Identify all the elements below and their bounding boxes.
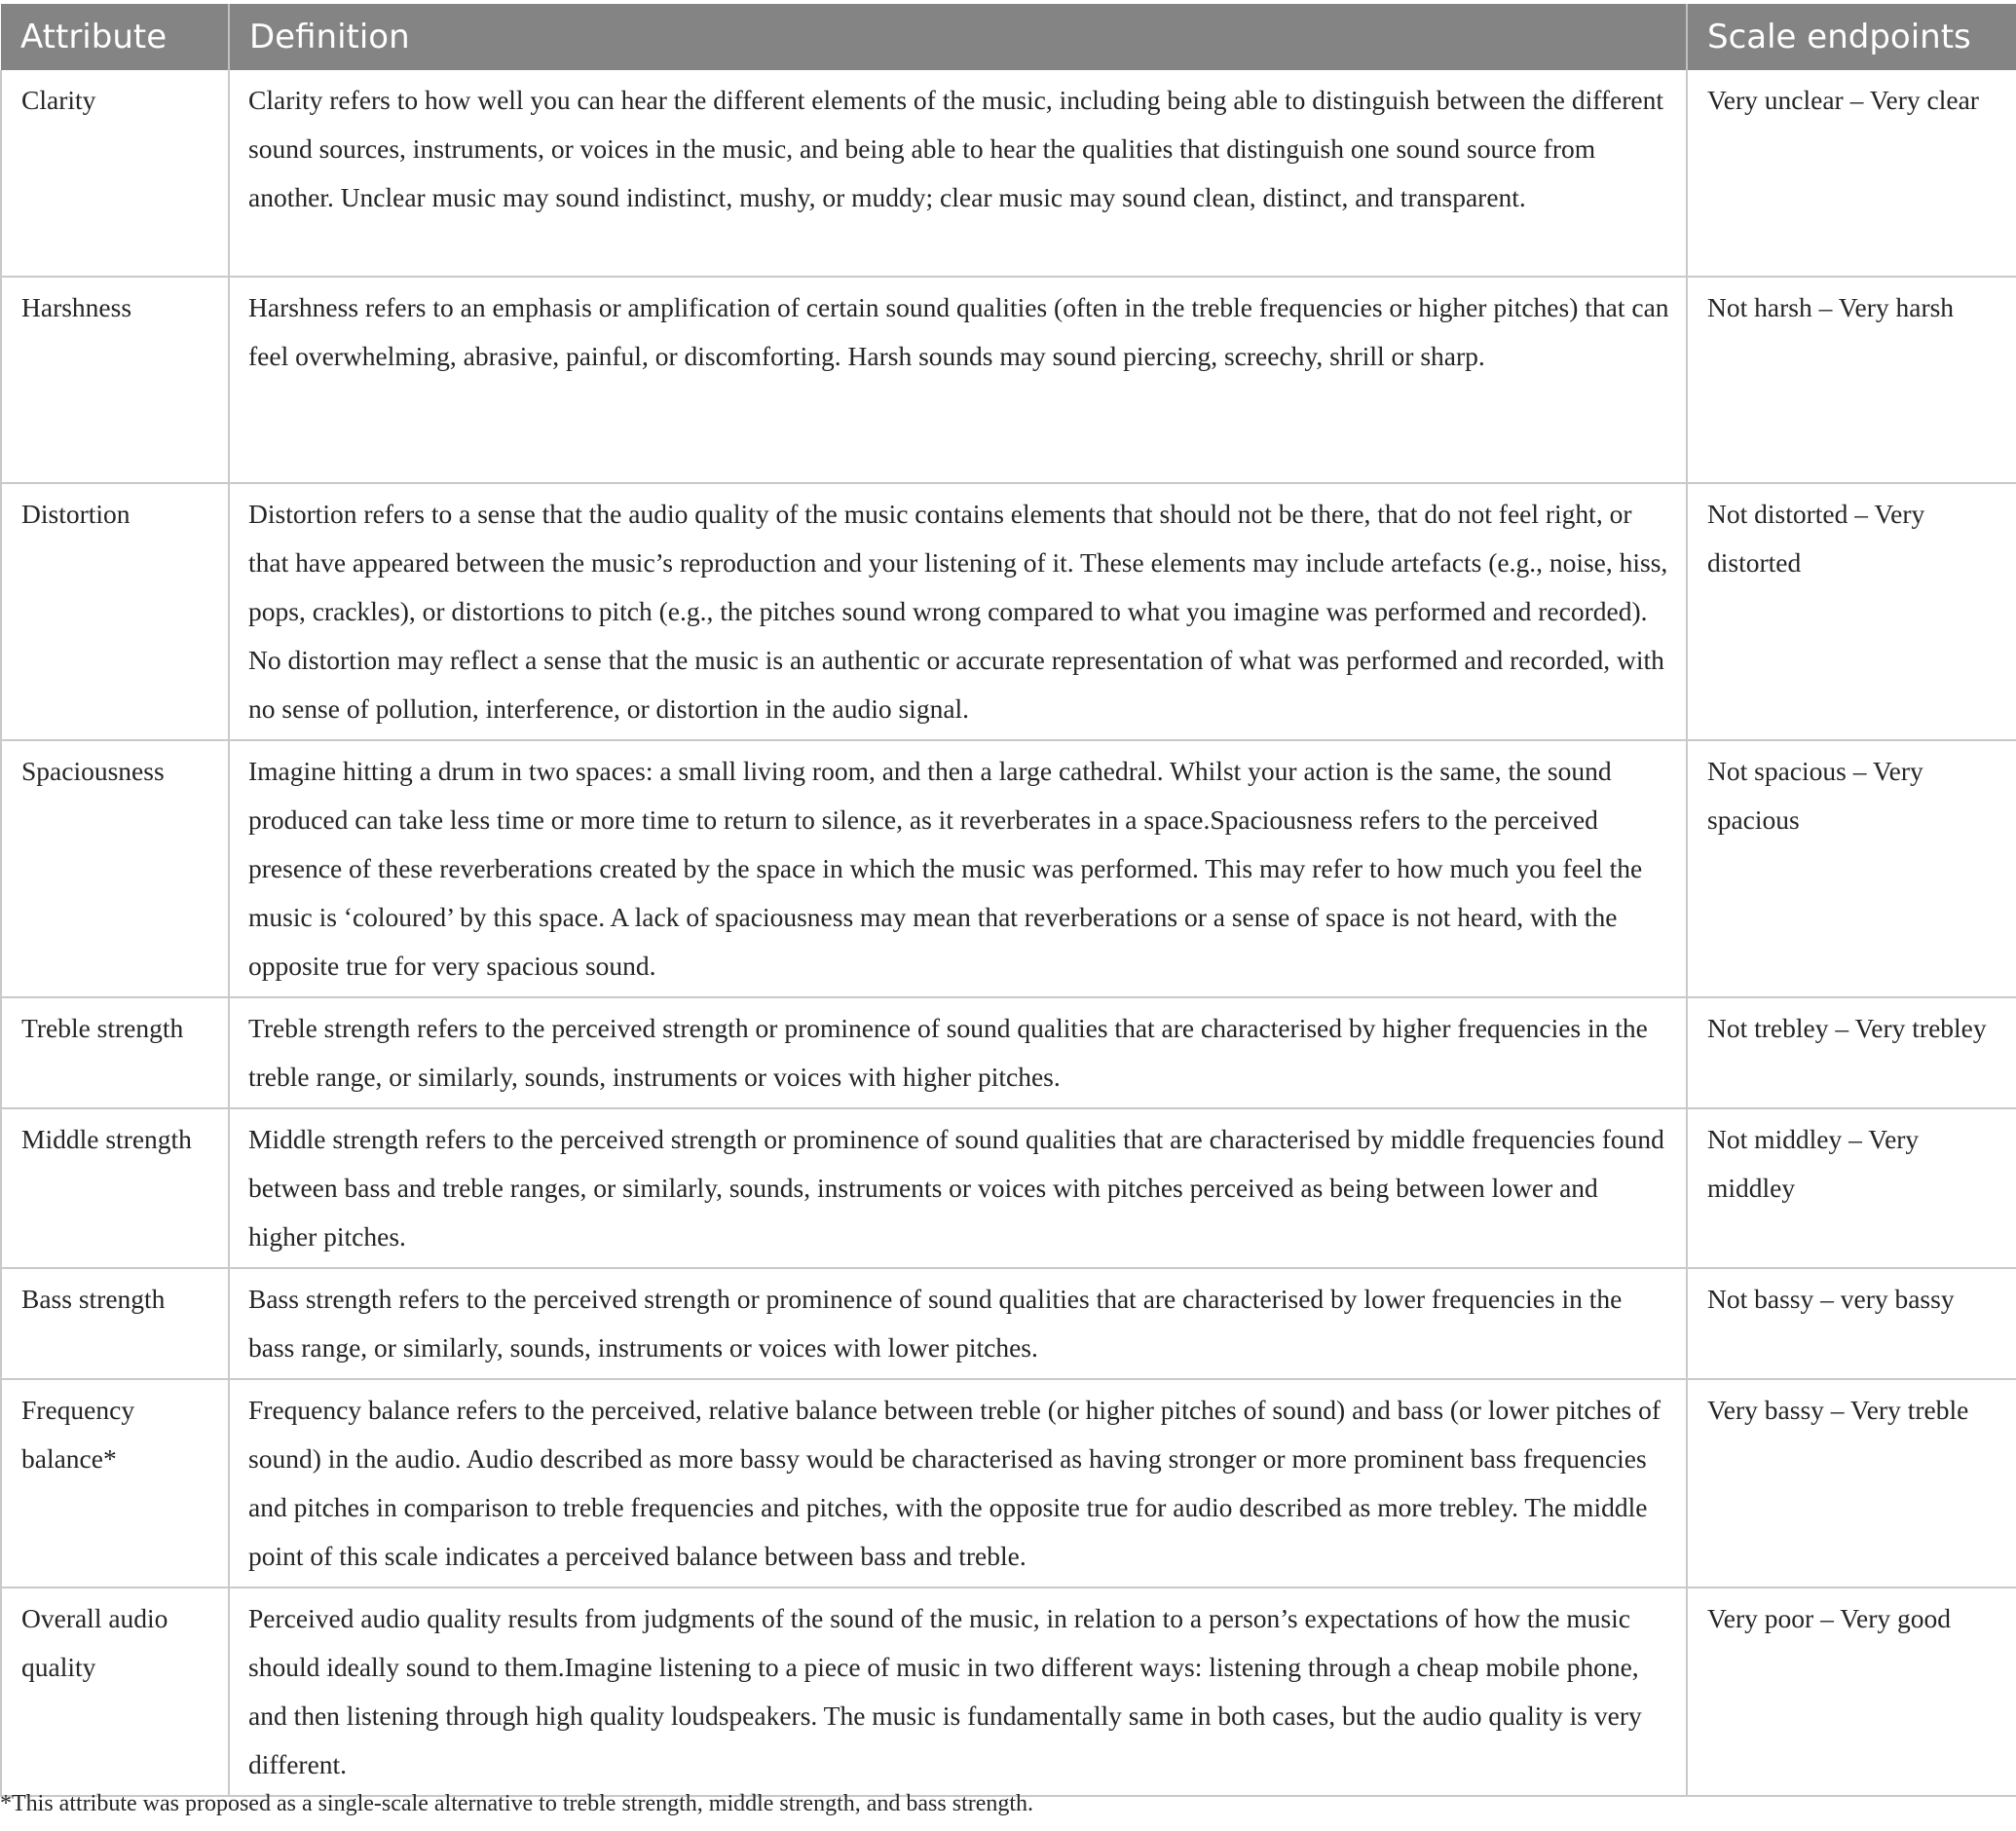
attribute-cell: Spaciousness [1,740,229,997]
attribute-cell: Harshness [1,277,229,483]
table-row [1,483,2016,740]
scale-cell: Not bassy – very bassy [1687,1268,2016,1379]
attribute-cell: Bass strength [1,1268,229,1379]
attribute-cell: Distortion [1,483,229,740]
table-row [1,70,2016,277]
attribute-table-container [0,4,2016,1797]
scale-cell: Not spacious – Very spacious [1687,740,2016,997]
definition-cell: Frequency balance refers to the perceived, relative balance between treble (or higher pitches of sound) and bass (or lower pitches of sound) in the audio. Audio described as more bassy would be characterised as having stronger or more prominent bass frequencies and pitches in comparison to treble frequencies and pitches, with the opposite true for audio described as more trebley. The middle point of this scale indicates a perceived balance between bass and treble. [229,1379,1687,1588]
definition-cell: Perceived audio quality results from judgments of the sound of the music, in relation to a person’s expectations of how the music should ideally sound to them.Imagine listening to a piece of music in two different ways: listening through a cheap mobile phone, and then listening through high quality loudspeakers. The music is fundamentally same in both cases, but the audio quality is very different. [229,1588,1687,1796]
scale-cell: Not trebley – Very trebley [1687,997,2016,1108]
header-definition: Definition [229,4,1687,70]
scale-cell: Very bassy – Very treble [1687,1379,2016,1588]
definition-cell: Bass strength refers to the perceived strength or prominence of sound qualities that are characterised by lower frequencies in the bass range, or similarly, sounds, instruments or voices with lower pitches. [229,1268,1687,1379]
definition-cell: Clarity refers to how well you can hear the different elements of the music, including being able to distinguish between the different sound sources, instruments, or voices in the music, and being able to hear the qualities that distinguish one sound source from another. Unclear music may sound indistinct, mushy, or muddy; clear music may sound clean, distinct, and transparent. [229,70,1687,277]
header-scale-endpoints: Scale endpoints [1687,4,2016,70]
table-row [1,1268,2016,1379]
scale-cell: Not distorted – Very distorted [1687,483,2016,740]
scale-cell: Not harsh – Very harsh [1687,277,2016,483]
scale-cell: Very unclear – Very clear [1687,70,2016,277]
attribute-cell: Frequency balance* [1,1379,229,1588]
attribute-cell: Overall audio quality [1,1588,229,1796]
table-row [1,740,2016,997]
attribute-definitions-table [0,4,2016,1797]
attribute-cell: Clarity [1,70,229,277]
attribute-cell: Middle strength [1,1108,229,1268]
definition-cell: Treble strength refers to the perceived strength or prominence of sound qualities that are characterised by higher frequencies in the treble range, or similarly, sounds, instruments or voices with higher pitches. [229,997,1687,1108]
table-row [1,1379,2016,1588]
definition-cell: Harshness refers to an emphasis or amplification of certain sound qualities (often in the treble frequencies or higher pitches) that can feel overwhelming, abrasive, painful, or discomforting. Harsh sounds may sound piercing, screechy, shrill or sharp. [229,277,1687,483]
attribute-cell: Treble strength [1,997,229,1108]
definition-cell: Middle strength refers to the perceived strength or prominence of sound qualities that are characterised by middle frequencies found between bass and treble ranges, or similarly, sounds, instruments or voices with pitches perceived as being between lower and higher pitches. [229,1108,1687,1268]
table-footnote: *This attribute was proposed as a single-scale alternative to treble strength, middle strength, and bass strength. [0,1791,1034,1816]
definition-cell: Distortion refers to a sense that the audio quality of the music contains elements that should not be there, that do not feel right, or that have appeared between the music’s reproduction and your listening of it. These elements may include artefacts (e.g., noise, hiss, pops, crackles), or distortions to pitch (e.g., the pitches sound wrong compared to what you imagine was performed and recorded). No distortion may reflect a sense that the music is an authentic or accurate representation of what was performed and recorded, with no sense of pollution, interference, or distortion in the audio signal. [229,483,1687,740]
scale-cell: Very poor – Very good [1687,1588,2016,1796]
scale-cell: Not middley – Very middley [1687,1108,2016,1268]
definition-cell: Imagine hitting a drum in two spaces: a small living room, and then a large cathedral. Whilst your action is the same, the sound produced can take less time or more time to return to silence, as it reverberates in a space.Spaciousness refers to the perceived presence of these reverberations created by the space in which the music was performed. This may refer to how much you feel the music is ‘coloured’ by this space. A lack of spaciousness may mean that reverberations or a sense of space is not heard, with the opposite true for very spacious sound. [229,740,1687,997]
table-row [1,277,2016,483]
table-row [1,1588,2016,1796]
table-row [1,1108,2016,1268]
header-attribute: Attribute [1,4,229,70]
table-row [1,997,2016,1108]
table-header-row [1,4,2016,70]
